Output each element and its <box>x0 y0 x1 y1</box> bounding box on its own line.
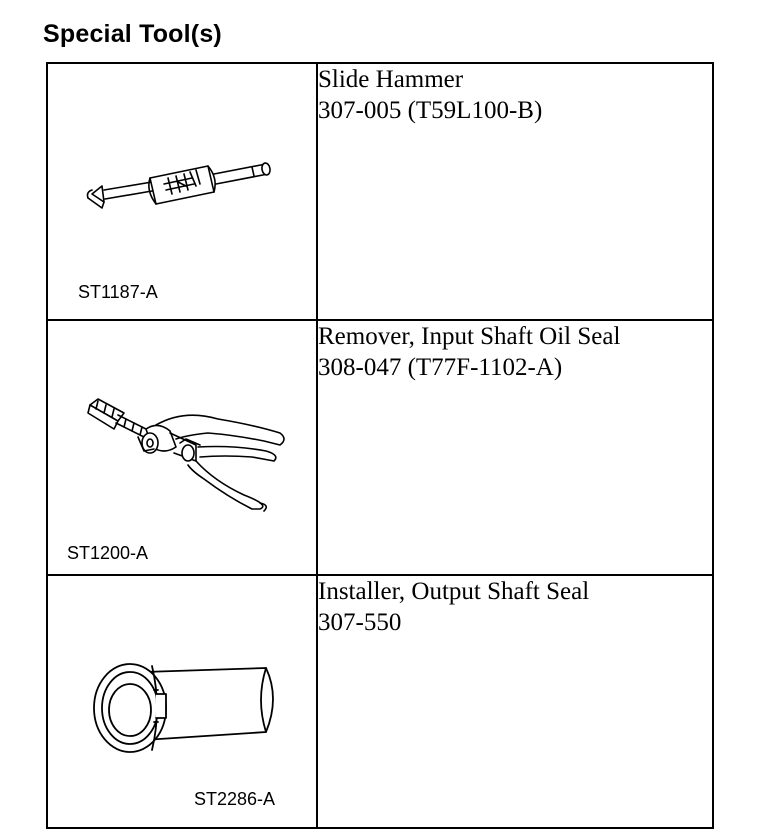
tool-name: Remover, Input Shaft Oil Seal <box>318 323 621 350</box>
tool-description-cell <box>317 63 713 320</box>
tool-image-cell <box>47 63 317 320</box>
output-shaft-seal-installer-illustration <box>92 660 282 760</box>
tool-part-number: 308-047 (T77F-1102-A) <box>318 354 563 381</box>
page-title: Special Tool(s) <box>43 20 222 48</box>
tool-row <box>47 63 713 320</box>
tool-name: Installer, Output Shaft Seal <box>318 578 590 605</box>
tool-code: ST2286-A <box>194 789 276 809</box>
tool-description-cell <box>317 320 713 575</box>
tool-image-cell <box>47 320 317 575</box>
input-shaft-seal-remover-illustration <box>84 391 289 516</box>
slide-hammer-illustration <box>80 156 280 218</box>
tool-description-cell <box>317 575 713 828</box>
tool-part-number: 307-550 <box>318 609 402 636</box>
tool-part-number: 307-005 (T59L100-B) <box>318 97 543 124</box>
tool-name: Slide Hammer <box>318 66 464 93</box>
tool-row <box>47 575 713 828</box>
tool-image-cell <box>47 575 317 828</box>
tool-code: ST1187-A <box>78 282 158 302</box>
special-tools-table <box>46 62 714 829</box>
tool-code: ST1200-A <box>67 543 149 563</box>
tool-row <box>47 320 713 575</box>
